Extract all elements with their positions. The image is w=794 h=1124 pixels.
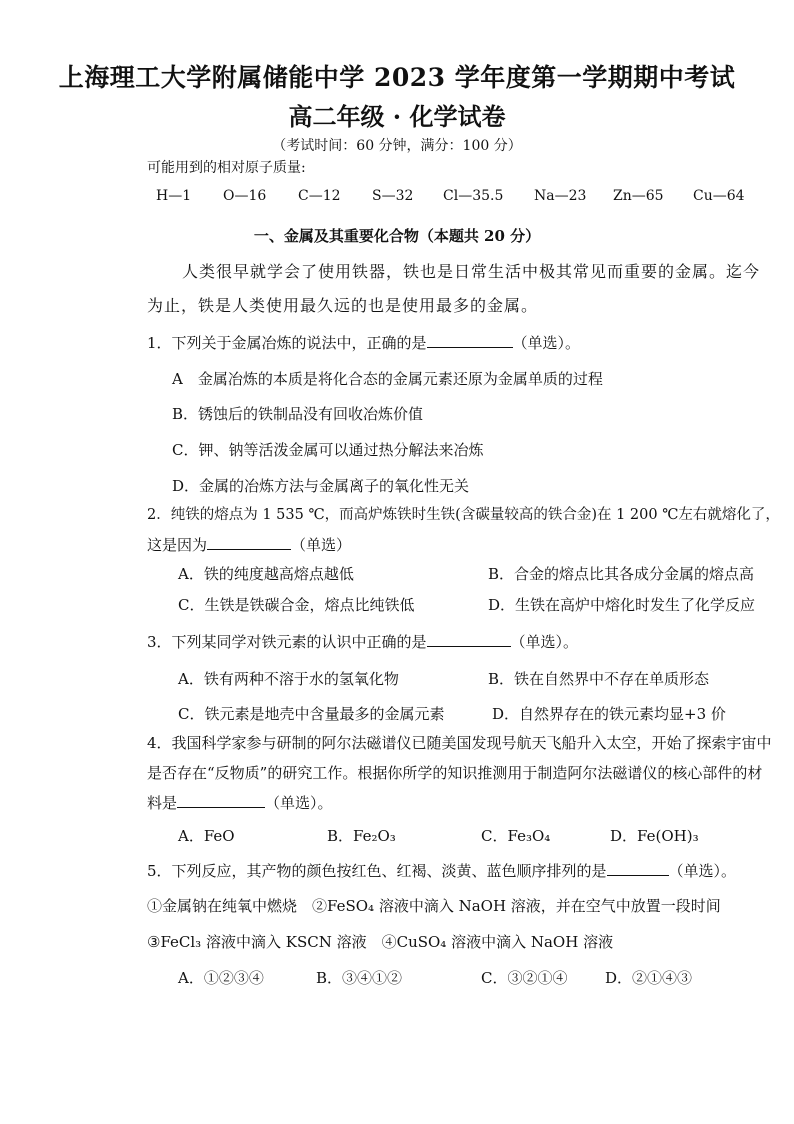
exam-info: （考试时间：60 分钟，满分：100 分）: [272, 138, 522, 154]
question-2-option-a: A．铁的纯度越高熔点越低: [178, 565, 354, 583]
question-3-option-b: B．铁在自然界中不存在单质形态: [488, 670, 710, 688]
question-5-reactions-line2: ③FeCl₃ 溶液中滴入 KSCN 溶液 ④CuSO₄ 溶液中滴入 NaOH 溶液: [147, 933, 614, 951]
question-2-stem-line2: [147, 535, 351, 555]
question-3-text: 3．下列某同学对铁元素的认识中正确的是: [147, 633, 427, 651]
atomic-mass-o: O—16: [223, 188, 267, 204]
answer-blank-3[interactable]: [427, 632, 511, 647]
question-4-stem-line3: [147, 793, 333, 813]
question-4-option-a: A．FeO: [178, 827, 235, 845]
question-1-option-a: A 金属冶炼的本质是将化合态的金属元素还原为金属单质的过程: [172, 370, 603, 388]
question-4-stem-line1: 4．我国科学家参与研制的阿尔法磁谱仪已随美国发现号航天飞船升入太空，开始了探索宇宙中: [147, 734, 772, 752]
question-1-option-d: D．金属的冶炼方法与金属离子的氧化性无关: [172, 477, 470, 495]
exam-subtitle: 高二年级 · 化学试卷: [288, 102, 506, 131]
section-heading: 一、金属及其重要化合物（本题共 20 分）: [253, 227, 541, 245]
question-3-suffix: （单选）。: [510, 633, 579, 651]
question-5-option-a: A．①②③④: [178, 969, 264, 987]
atomic-mass-zn: Zn—65: [613, 188, 664, 204]
section-intro-line2: 为止，铁是人类使用最久远的也是使用最多的金属。: [147, 296, 539, 315]
question-2-text: 这是因为: [147, 536, 208, 554]
question-5-suffix: （单选）。: [668, 862, 737, 880]
question-1-option-b: B．锈蚀后的铁制品没有回收冶炼价值: [172, 405, 424, 423]
atomic-mass-h: H—1: [156, 188, 192, 204]
question-1-suffix: （单选）。: [512, 334, 581, 352]
question-2-option-b: B．合金的熔点比其各成分金属的熔点高: [488, 565, 755, 583]
question-4-suffix: （单选）。: [265, 794, 333, 812]
question-1-stem: [147, 333, 580, 353]
atomic-mass-cl: Cl—35.5: [443, 188, 504, 204]
question-5-option-d: D．②①④③: [605, 969, 693, 987]
question-4-stem-line2: 是否存在“反物质”的研究工作。根据你所学的知识推测用于制造阿尔法磁谱仪的核心部件的材: [147, 764, 763, 782]
answer-blank-1[interactable]: [427, 333, 513, 348]
question-3-stem: [147, 632, 578, 652]
section-intro-line1: 人类很早就学会了使用铁器，铁也是日常生活中极其常见而重要的金属。迄今: [182, 262, 761, 281]
exam-title: 上海理工大学附属储能中学 2023 学年度第一学期期中考试: [58, 63, 736, 92]
question-1-option-c: C．钾、钠等活泼金属可以通过热分解法来冶炼: [172, 441, 484, 459]
answer-blank-4[interactable]: [177, 793, 265, 808]
question-2-option-c: C．生铁是铁碳合金，熔点比纯铁低: [178, 596, 415, 614]
question-4-option-c: C．Fe₃O₄: [481, 827, 551, 845]
question-4-option-b: B．Fe₂O₃: [327, 827, 396, 845]
question-3-option-a: A．铁有两种不溶于水的氢氧化物: [178, 670, 399, 688]
question-3-option-d: D．自然界存在的铁元素均显+3 价: [492, 705, 726, 723]
question-5-option-b: B．③④①②: [316, 969, 403, 987]
question-5-stem: [147, 861, 736, 881]
atomic-mass-na: Na—23: [534, 188, 587, 204]
question-3-option-c: C．铁元素是地壳中含量最多的金属元素: [178, 705, 445, 723]
question-2-stem-line1: 2．纯铁的熔点为 1 535 ℃，而高炉炼铁时生铁(含碳量较高的铁合金)在 1 200 ℃左右就熔化了，: [147, 507, 780, 523]
answer-blank-5[interactable]: [607, 861, 669, 876]
answer-blank-2[interactable]: [207, 535, 291, 550]
question-5-option-c: C．③②①④: [481, 969, 568, 987]
atomic-mass-cu: Cu—64: [693, 188, 745, 204]
atomic-mass-label: 可能用到的相对原子质量:: [147, 160, 306, 176]
question-4-option-d: D．Fe(OH)₃: [610, 827, 699, 845]
question-5-text: 5．下列反应，其产物的颜色按红色、红褐、淡黄、蓝色顺序排列的是: [147, 862, 607, 880]
atomic-mass-s: S—32: [372, 188, 414, 204]
question-4-text: 料是: [147, 794, 178, 812]
atomic-mass-c: C—12: [298, 188, 341, 204]
question-2-option-d: D．生铁在高炉中熔化时发生了化学反应: [488, 596, 756, 614]
question-5-reactions-line1: ①金属钠在纯氧中燃烧 ②FeSO₄ 溶液中滴入 NaOH 溶液，并在空气中放置一段时间: [147, 897, 721, 915]
question-2-suffix: （单选）: [291, 536, 352, 554]
question-1-text: 1．下列关于金属冶炼的说法中，正确的是: [147, 334, 427, 352]
